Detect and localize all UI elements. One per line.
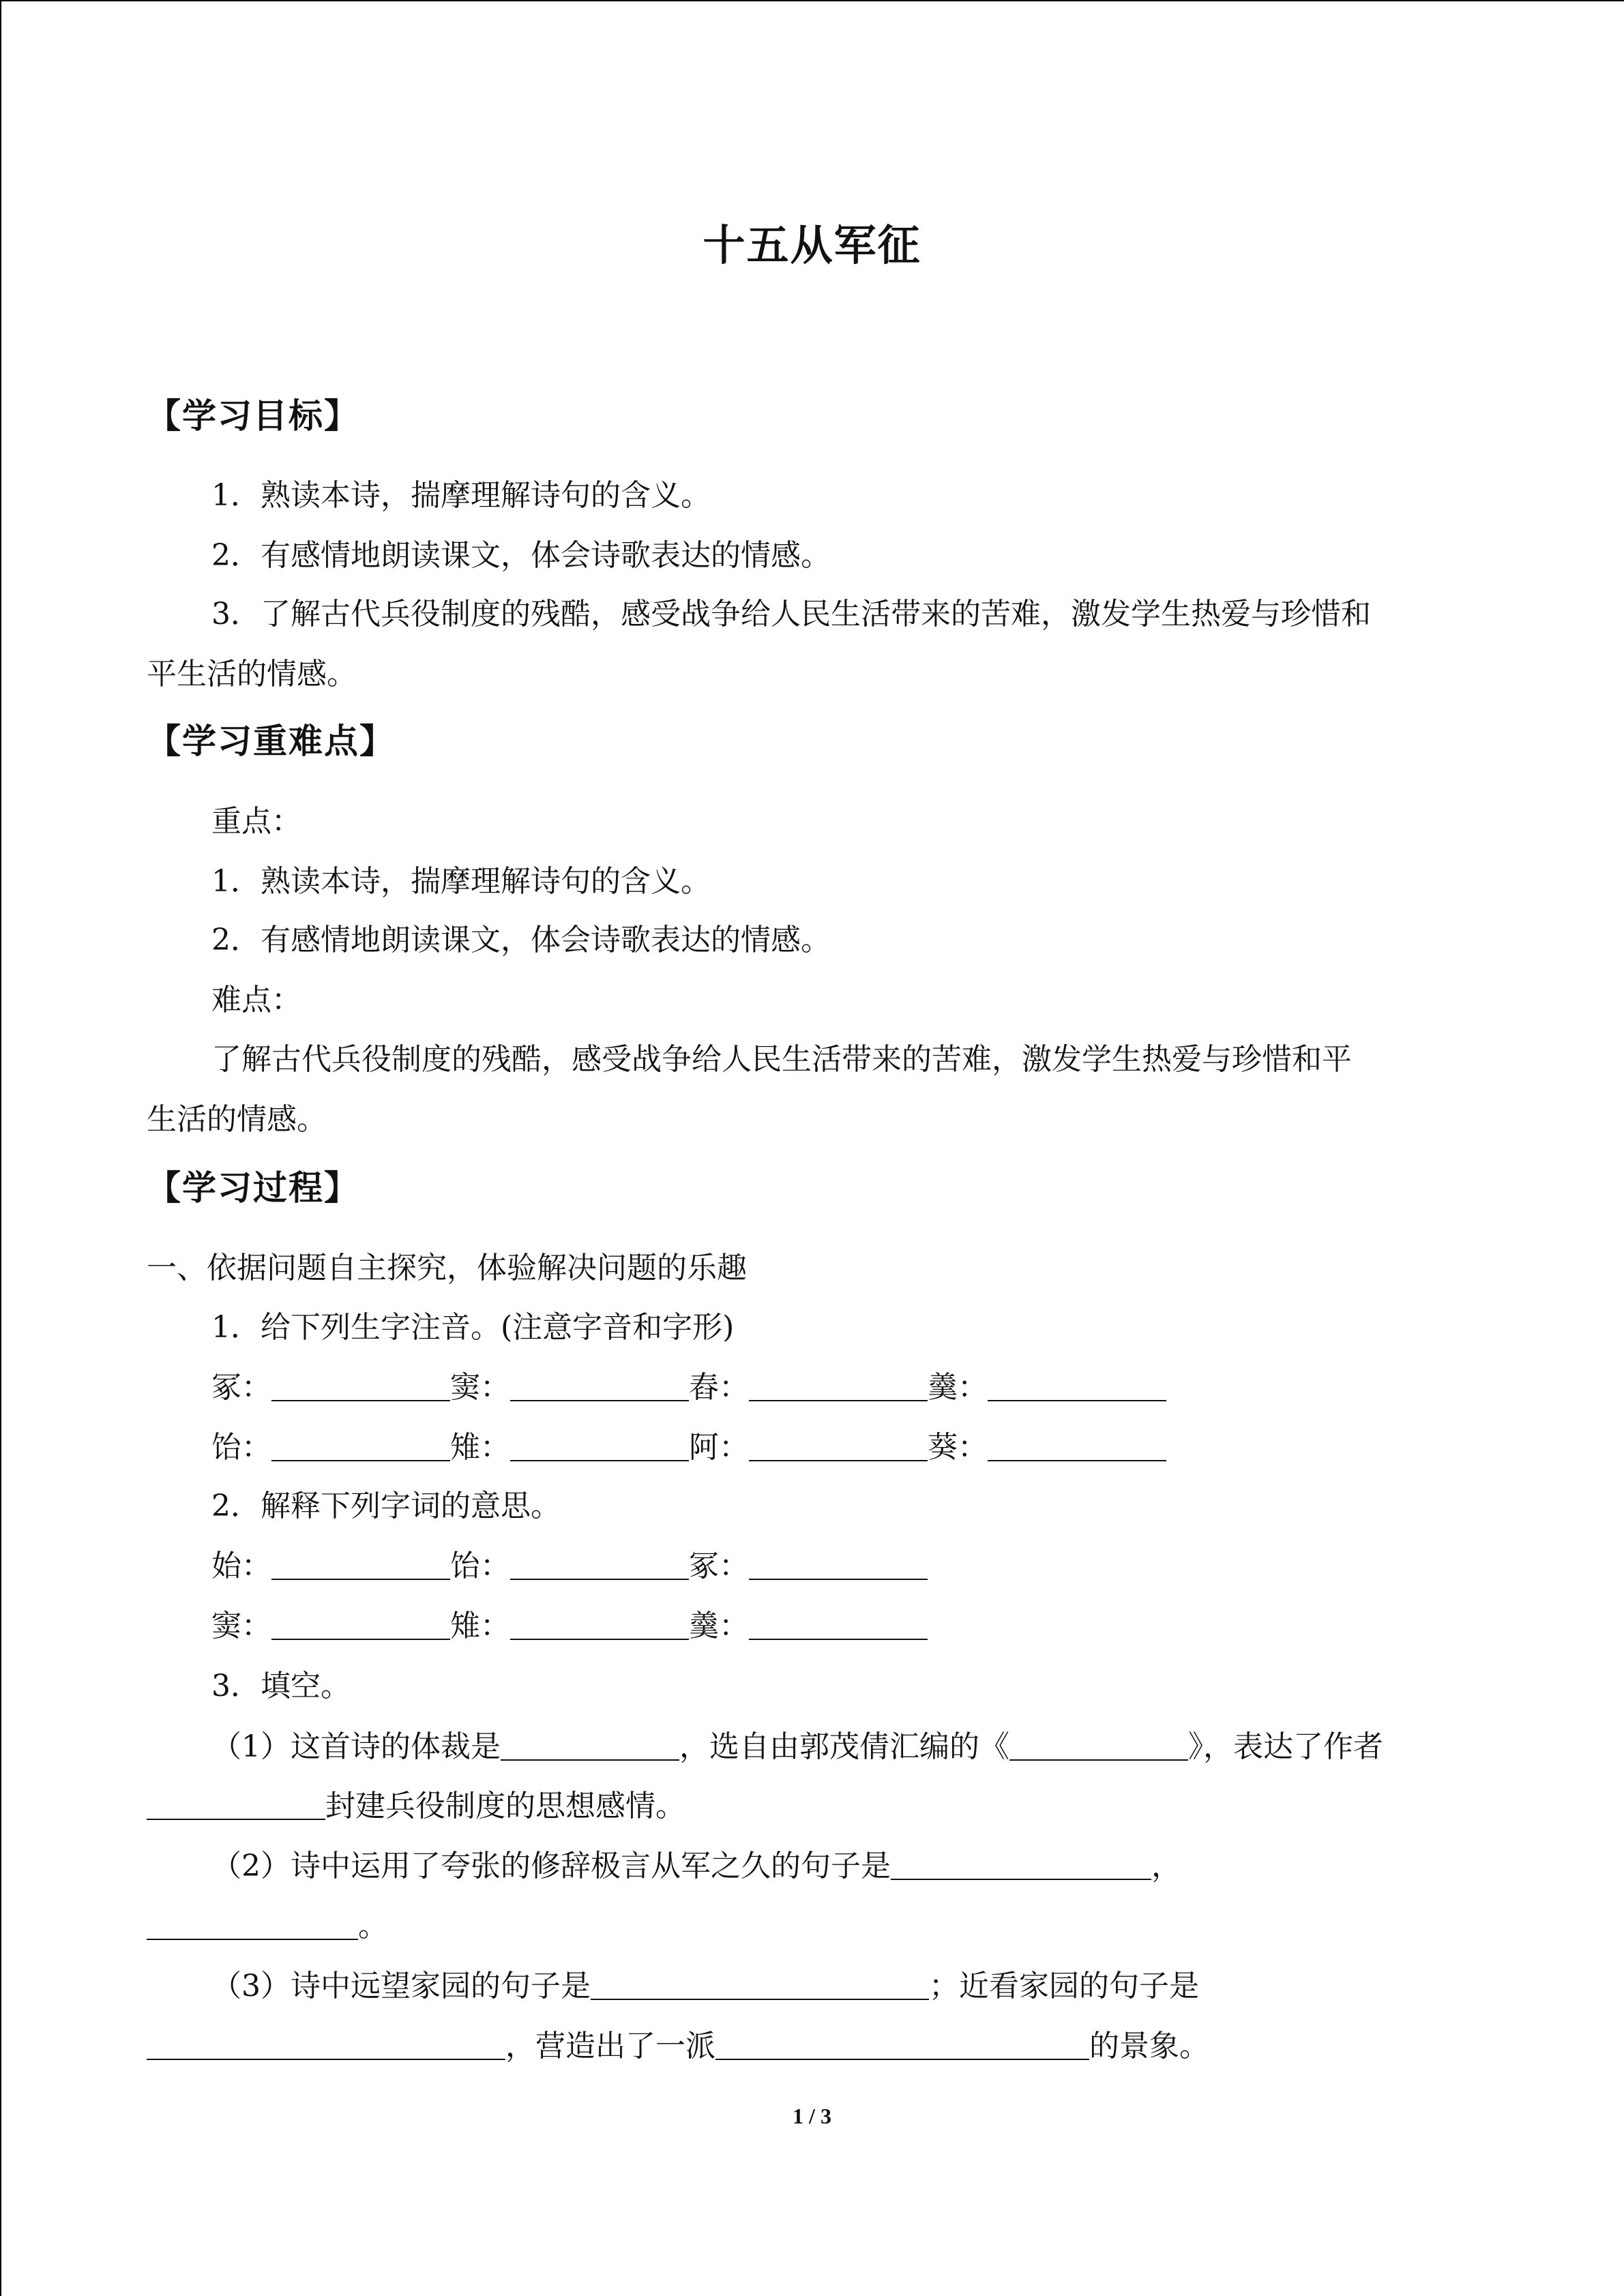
goal-1: 1．熟读本诗，揣摩理解诗句的含义。 [211,478,711,513]
answer-blank[interactable] [1009,1729,1188,1761]
fill-3-3-line2 [147,2026,1209,2067]
char-label: 窦： [211,1609,271,1643]
process-part-1: 一、依据问题自主探究，体验解决问题的乐趣 [147,1251,747,1285]
answer-blank[interactable] [271,1430,450,1461]
answer-blank[interactable] [891,1849,1151,1880]
section-heading-goals: 【学习目标】 [147,396,359,436]
char-label: 羹： [928,1370,988,1405]
answer-blank[interactable] [510,1430,689,1461]
char-label: 饴： [211,1430,271,1465]
fill-text: 。 [358,1909,388,1943]
fill-3-2-line1 [211,1846,1181,1887]
char-label: 雉： [450,1609,510,1643]
answer-blank[interactable] [749,1370,928,1401]
fill-3-2-line2 [147,1906,388,1947]
answer-blank[interactable] [271,1370,450,1401]
answer-blank[interactable] [147,2029,505,2060]
fill-text: （3）诗中远望家园的句子是 [211,1969,591,2003]
answer-blank[interactable] [271,1609,450,1640]
difficulty-line1: 了解古代兵役制度的残酷，感受战争给人民生活带来的苦难，激发学生热爱与珍惜和平 [211,1042,1352,1077]
char-label: 冢： [689,1549,749,1583]
answer-blank[interactable] [715,2029,1089,2060]
fill-3-3-line1 [211,1966,1199,2007]
fill-text: ，营造出了一派 [505,2029,715,2063]
char-label: 阿： [689,1430,749,1465]
answer-blank[interactable] [510,1370,689,1401]
fill-3-1-line2 [147,1786,685,1827]
keypoint-2: 2．有感情地朗读课文，体会诗歌表达的情感。 [211,923,831,957]
fill-3-1-line1 [211,1727,1383,1768]
answer-blank[interactable] [749,1549,928,1580]
pinyin-row-1 [211,1367,1166,1408]
pinyin-row-2 [211,1427,1166,1468]
goal-3-line1: 3．了解古代兵役制度的残酷，感受战争给人民生活带来的苦难，激发学生热爱与珍惜和 [211,597,1371,631]
keypoint-1: 1．熟读本诗，揣摩理解诗句的含义。 [211,864,711,899]
answer-blank[interactable] [510,1609,689,1640]
goal-2: 2．有感情地朗读课文，体会诗歌表达的情感。 [211,538,831,573]
answer-blank[interactable] [749,1609,928,1640]
fill-text: （2）诗中运用了夸张的修辞极言从军之久的句子是 [211,1849,891,1883]
page-title: 十五从军征 [703,220,921,270]
question-3: 3．填空。 [211,1669,351,1703]
answer-blank[interactable] [988,1370,1166,1401]
answer-blank[interactable] [591,1969,929,2000]
char-label: 葵： [928,1430,988,1465]
page-number: 1 / 3 [793,2104,831,2128]
fill-text: ， [1151,1849,1181,1883]
char-label: 雉： [450,1430,510,1465]
answer-blank[interactable] [749,1430,928,1461]
section-heading-process: 【学习过程】 [147,1168,359,1208]
difficulty-line2: 生活的情感。 [147,1102,327,1137]
meaning-row-2 [211,1606,928,1647]
question-1: 1．给下列生字注音。(注意字音和字形) [211,1310,735,1345]
answer-blank[interactable] [271,1549,450,1580]
goal-3-line2: 平生活的情感。 [147,657,357,691]
fill-text: ；近看家园的句子是 [929,1969,1199,2003]
fill-text: 封建兵役制度的思想感情。 [325,1789,685,1823]
meaning-row-1 [211,1546,928,1587]
answer-blank[interactable] [988,1430,1166,1461]
section-heading-keypoints: 【学习重难点】 [147,721,395,761]
answer-blank[interactable] [147,1909,358,1940]
char-label: 饴： [450,1549,510,1583]
char-label: 羹： [689,1609,749,1643]
fill-text: 的景象。 [1089,2029,1209,2063]
char-label: 冢： [211,1370,271,1405]
question-2: 2．解释下列字词的意思。 [211,1489,561,1523]
keypoint-label: 重点： [211,804,301,839]
char-label: 始： [211,1549,271,1583]
fill-text: 》，表达了作者 [1188,1729,1383,1764]
fill-text: ，选自由郭茂倩汇编的《 [679,1729,1009,1764]
answer-blank[interactable] [501,1729,679,1761]
answer-blank[interactable] [510,1549,689,1580]
answer-blank[interactable] [147,1789,325,1820]
difficulty-label: 难点： [211,983,301,1017]
fill-text: （1）这首诗的体裁是 [211,1729,501,1764]
char-label: 窦： [450,1370,510,1405]
char-label: 舂： [689,1370,749,1405]
